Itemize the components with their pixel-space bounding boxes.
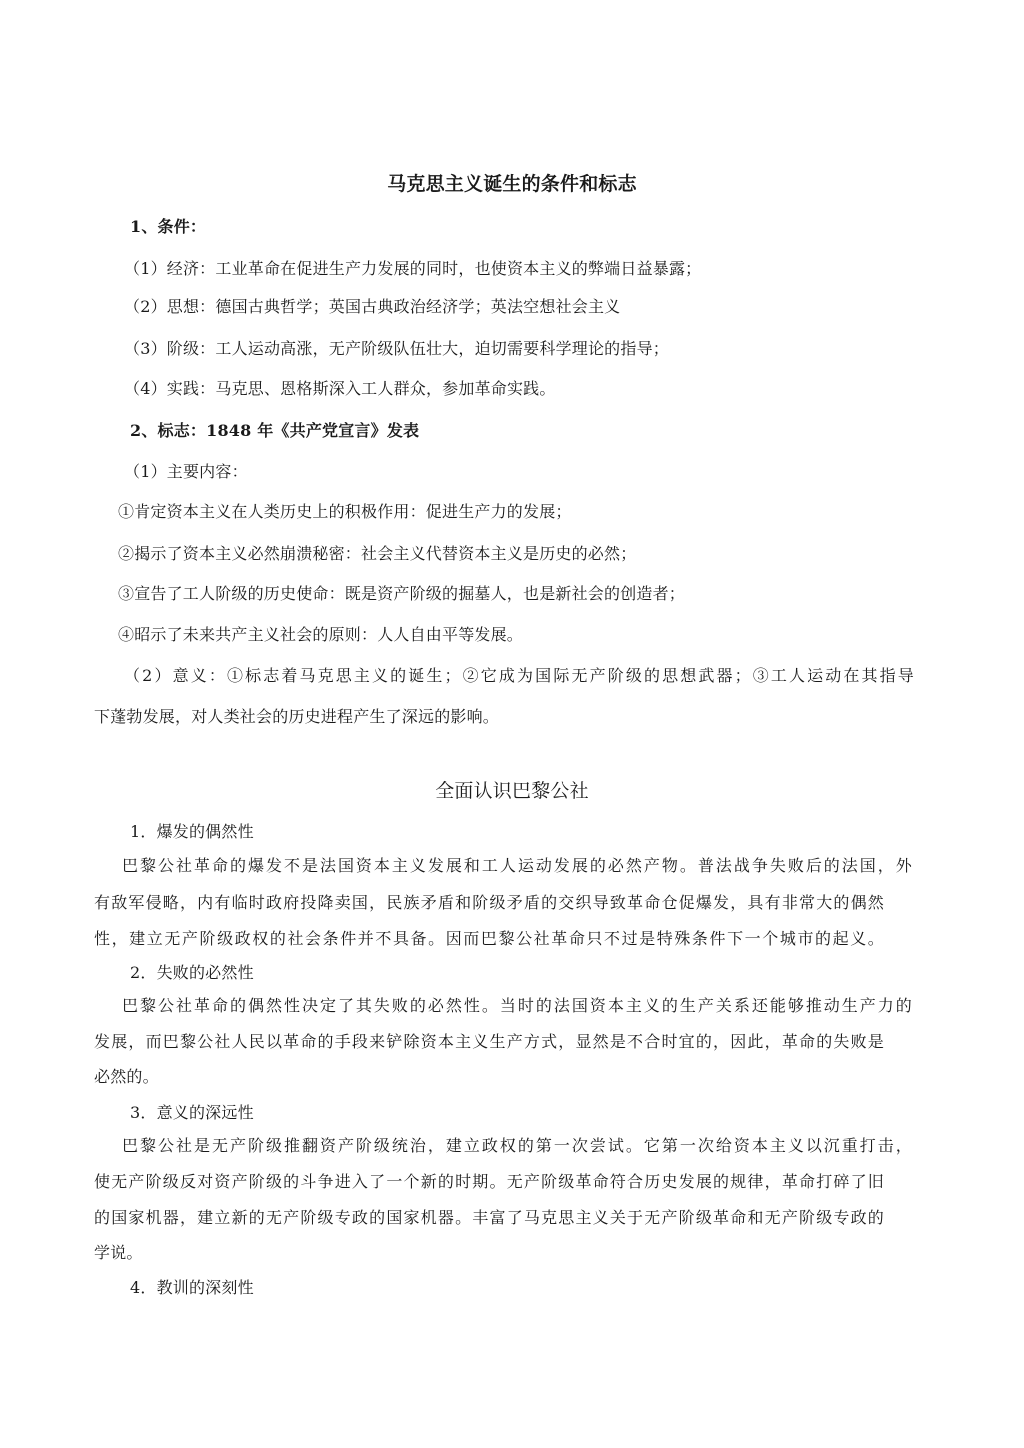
paris-p1-line-1: 巴黎公社革命的爆发不是法国资本主义发展和工人运动发展的必然产物。普法战争失败后的法国，外 bbox=[122, 856, 912, 875]
section2-title: 全面认识巴黎公社 bbox=[435, 780, 589, 802]
condition-thought: （2）思想：德国古典哲学；英国古典政治经济学；英法空想社会主义 bbox=[124, 297, 621, 316]
condition-class: （3）阶级：工人运动高涨，无产阶级队伍壮大，迫切需要科学理论的指导； bbox=[124, 339, 669, 358]
condition-economy: （1）经济：工业革命在促进生产力发展的同时，也使资本主义的弊端日益暴露； bbox=[124, 259, 702, 278]
paris-p3-line-4: 学说。 bbox=[94, 1243, 143, 1262]
paris-heading-1: 1．爆发的偶然性 bbox=[130, 822, 254, 841]
paris-p3-line-3: 的国家机器，建立新的无产阶级专政的国家机器。丰富了马克思主义关于无产阶级革命和无产阶级专政的 bbox=[94, 1208, 884, 1227]
paris-heading-4: 4．教训的深刻性 bbox=[130, 1278, 254, 1297]
main-content-label: （1）主要内容： bbox=[124, 462, 248, 481]
paris-heading-2: 2．失败的必然性 bbox=[130, 963, 254, 982]
paris-p3-line-1: 巴黎公社是无产阶级推翻资产阶级统治，建立政权的第一次尝试。它第一次给资本主义以沉重打击， bbox=[122, 1136, 912, 1155]
paris-p2-line-2: 发展，而巴黎公社人民以革命的手段来铲除资本主义生产方式，显然是不合时宜的，因此，革命的失败是 bbox=[94, 1032, 884, 1051]
paris-p1-line-2: 有敌军侵略，内有临时政府投降卖国，民族矛盾和阶级矛盾的交织导致革命仓促爆发，具有非常大的偶然 bbox=[94, 893, 884, 912]
paris-p2-line-1: 巴黎公社革命的偶然性决定了其失败的必然性。当时的法国资本主义的生产关系还能够推动生产力的 bbox=[122, 996, 912, 1015]
paris-p2-line-3: 必然的。 bbox=[94, 1067, 159, 1086]
content-item-4: ④昭示了未来共产主义社会的原则：人人自由平等发展。 bbox=[118, 625, 524, 644]
condition-practice: （4）实践：马克思、恩格斯深入工人群众，参加革命实践。 bbox=[124, 379, 556, 398]
symbol-heading: 2、标志：1848 年《共产党宣言》发表 bbox=[130, 421, 420, 440]
content-item-3: ③宣告了工人阶级的历史使命：既是资产阶级的掘墓人，也是新社会的创造者； bbox=[118, 584, 686, 603]
section1-title: 马克思主义诞生的条件和标志 bbox=[387, 173, 637, 195]
significance-line-1: （2）意义：①标志着马克思主义的诞生；②它成为国际无产阶级的思想武器；③工人运动在其指导 bbox=[124, 666, 914, 685]
significance-line-2: 下蓬勃发展，对人类社会的历史进程产生了深远的影响。 bbox=[94, 707, 500, 726]
paris-p3-line-2: 使无产阶级反对资产阶级的斗争进入了一个新的时期。无产阶级革命符合历史发展的规律，革命打碎了旧 bbox=[94, 1172, 884, 1191]
content-item-2: ②揭示了资本主义必然崩溃秘密：社会主义代替资本主义是历史的必然； bbox=[118, 544, 637, 563]
paris-p1-line-3: 性，建立无产阶级政权的社会条件并不具备。因而巴黎公社革命只不过是特殊条件下一个城市的起义。 bbox=[94, 929, 884, 948]
conditions-heading: 1、条件： bbox=[130, 217, 207, 236]
content-item-1: ①肯定资本主义在人类历史上的积极作用：促进生产力的发展； bbox=[118, 502, 572, 521]
paris-heading-3: 3．意义的深远性 bbox=[130, 1103, 254, 1122]
